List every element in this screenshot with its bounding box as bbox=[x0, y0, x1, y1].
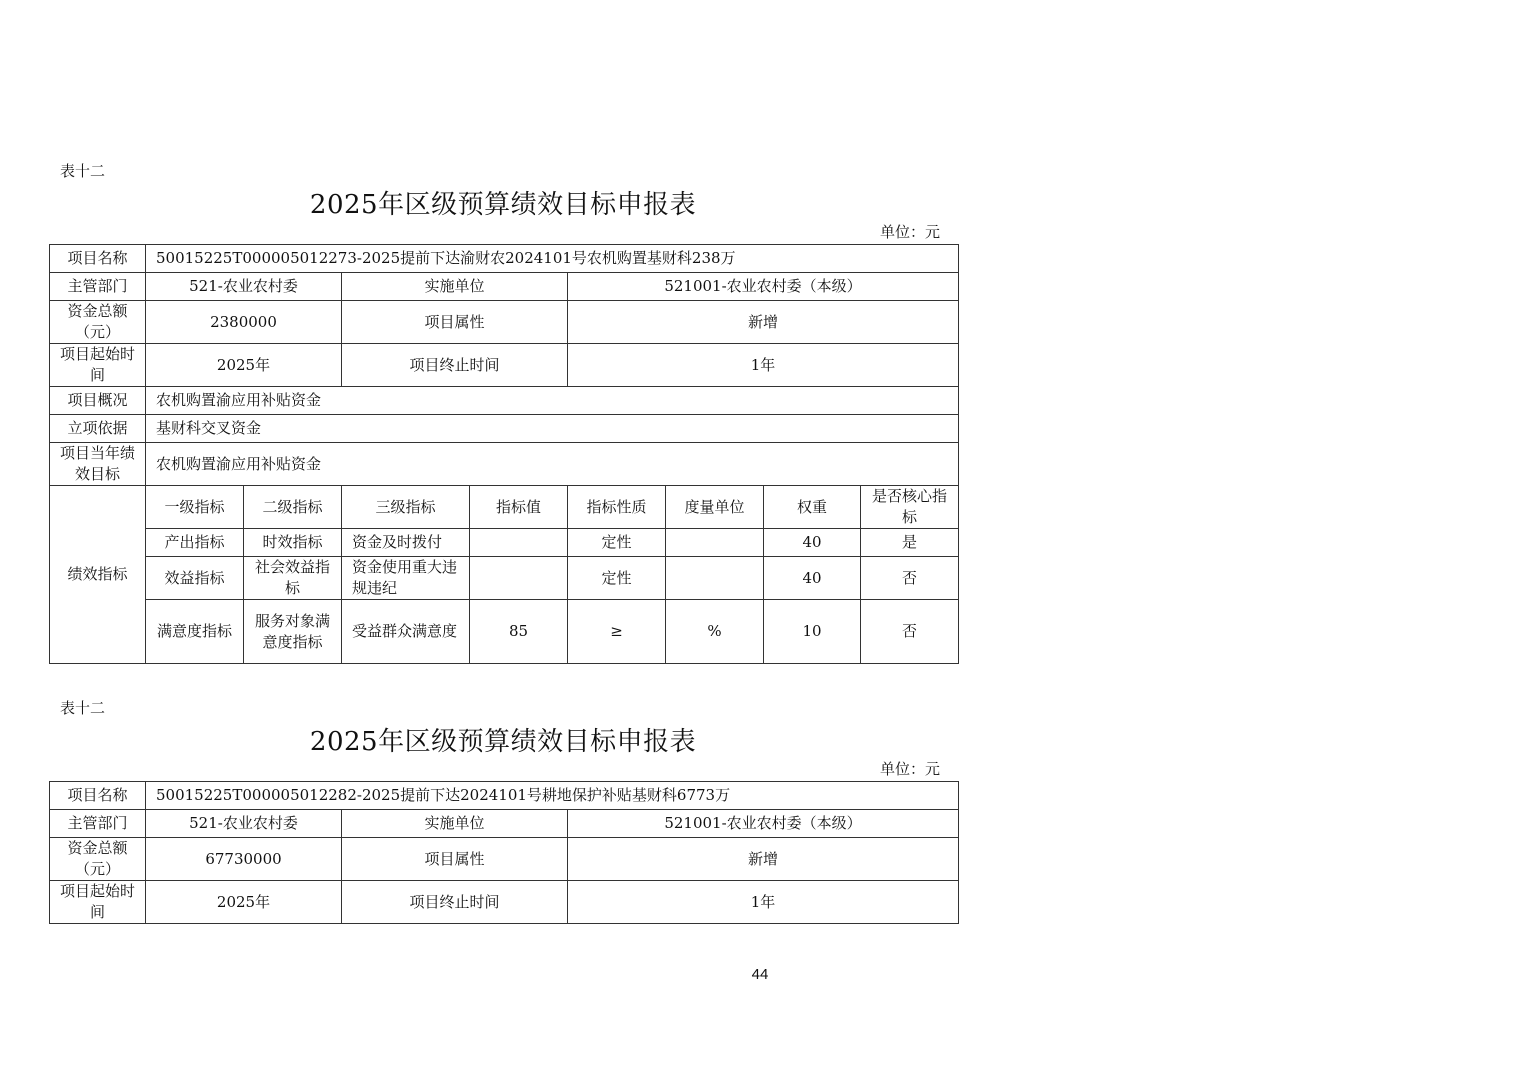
indicator-cell bbox=[470, 557, 568, 600]
indicator-cell: ≥ bbox=[568, 600, 666, 664]
project-name-value: 50015225T000005012282-2025提前下达2024101号耕地保护补贴基财科6773万 bbox=[146, 782, 959, 810]
indicators-section-label: 绩效指标 bbox=[50, 486, 146, 664]
indicator-cell: 40 bbox=[764, 557, 861, 600]
indicator-cell bbox=[666, 557, 764, 600]
project-attr-value: 新增 bbox=[568, 301, 959, 344]
project-attr-label: 项目属性 bbox=[342, 301, 568, 344]
document-title: 2025年区级预算绩效目标申报表 bbox=[309, 190, 697, 220]
indicator-header: 权重 bbox=[764, 486, 861, 529]
impl-unit-value: 521001-农业农村委（本级） bbox=[568, 273, 959, 301]
indicator-cell: 40 bbox=[764, 529, 861, 557]
indicator-cell bbox=[666, 529, 764, 557]
project-attr-value: 新增 bbox=[568, 838, 959, 881]
indicator-header: 指标值 bbox=[470, 486, 568, 529]
dept-label: 主管部门 bbox=[50, 810, 146, 838]
project-name-label: 项目名称 bbox=[50, 245, 146, 273]
document-title: 2025年区级预算绩效目标申报表 bbox=[309, 727, 697, 757]
indicator-cell: 否 bbox=[861, 557, 959, 600]
unit-label: 单位：元 bbox=[880, 760, 941, 778]
project-name-label: 项目名称 bbox=[50, 782, 146, 810]
indicator-cell: % bbox=[666, 600, 764, 664]
indicator-cell: 是 bbox=[861, 529, 959, 557]
overview-label: 项目概况 bbox=[50, 387, 146, 415]
dept-value: 521-农业农村委 bbox=[146, 810, 342, 838]
indicator-cell: 社会效益指标 bbox=[244, 557, 342, 600]
table-label: 表十二 bbox=[60, 162, 106, 180]
project-name-value: 50015225T000005012273-2025提前下达渝财农2024101号农机购置基财科238万 bbox=[146, 245, 959, 273]
indicator-cell: 85 bbox=[470, 600, 568, 664]
dept-label: 主管部门 bbox=[50, 273, 146, 301]
basis-value: 基财科交叉资金 bbox=[146, 415, 959, 443]
budget-table-2 bbox=[49, 781, 959, 924]
indicator-header: 二级指标 bbox=[244, 486, 342, 529]
end-time-label: 项目终止时间 bbox=[342, 881, 568, 924]
budget-table-1 bbox=[49, 244, 959, 664]
unit-label: 单位：元 bbox=[880, 223, 941, 241]
table-row bbox=[50, 557, 959, 600]
table-row bbox=[50, 600, 959, 664]
indicator-cell: 时效指标 bbox=[244, 529, 342, 557]
project-attr-label: 项目属性 bbox=[342, 838, 568, 881]
start-time-label: 项目起始时间 bbox=[50, 881, 146, 924]
impl-unit-label: 实施单位 bbox=[342, 810, 568, 838]
indicator-cell: 资金使用重大违规违纪 bbox=[342, 557, 470, 600]
basis-label: 立项依据 bbox=[50, 415, 146, 443]
end-time-label: 项目终止时间 bbox=[342, 344, 568, 387]
indicator-cell: 满意度指标 bbox=[146, 600, 244, 664]
indicator-header: 三级指标 bbox=[342, 486, 470, 529]
indicator-header: 一级指标 bbox=[146, 486, 244, 529]
indicator-cell: 10 bbox=[764, 600, 861, 664]
fund-total-value: 2380000 bbox=[146, 301, 342, 344]
start-time-value: 2025年 bbox=[146, 881, 342, 924]
annual-goal-label: 项目当年绩效目标 bbox=[50, 443, 146, 486]
indicator-header: 是否核心指标 bbox=[861, 486, 959, 529]
table-row bbox=[50, 529, 959, 557]
fund-total-value: 67730000 bbox=[146, 838, 342, 881]
indicator-header: 指标性质 bbox=[568, 486, 666, 529]
indicator-cell: 资金及时拨付 bbox=[342, 529, 470, 557]
annual-goal-value: 农机购置渝应用补贴资金 bbox=[146, 443, 959, 486]
dept-value: 521-农业农村委 bbox=[146, 273, 342, 301]
indicator-header: 度量单位 bbox=[666, 486, 764, 529]
table-label: 表十二 bbox=[60, 699, 106, 717]
start-time-value: 2025年 bbox=[146, 344, 342, 387]
start-time-label: 项目起始时间 bbox=[50, 344, 146, 387]
fund-total-label: 资金总额（元） bbox=[50, 838, 146, 881]
indicator-cell: 定性 bbox=[568, 529, 666, 557]
overview-value: 农机购置渝应用补贴资金 bbox=[146, 387, 959, 415]
indicator-cell: 受益群众满意度 bbox=[342, 600, 470, 664]
indicator-cell: 否 bbox=[861, 600, 959, 664]
page-number: 44 bbox=[751, 966, 769, 983]
indicator-cell: 效益指标 bbox=[146, 557, 244, 600]
end-time-value: 1年 bbox=[568, 881, 959, 924]
impl-unit-label: 实施单位 bbox=[342, 273, 568, 301]
indicator-cell: 服务对象满意度指标 bbox=[244, 600, 342, 664]
indicator-cell: 定性 bbox=[568, 557, 666, 600]
end-time-value: 1年 bbox=[568, 344, 959, 387]
indicator-cell bbox=[470, 529, 568, 557]
fund-total-label: 资金总额（元） bbox=[50, 301, 146, 344]
indicator-cell: 产出指标 bbox=[146, 529, 244, 557]
impl-unit-value: 521001-农业农村委（本级） bbox=[568, 810, 959, 838]
